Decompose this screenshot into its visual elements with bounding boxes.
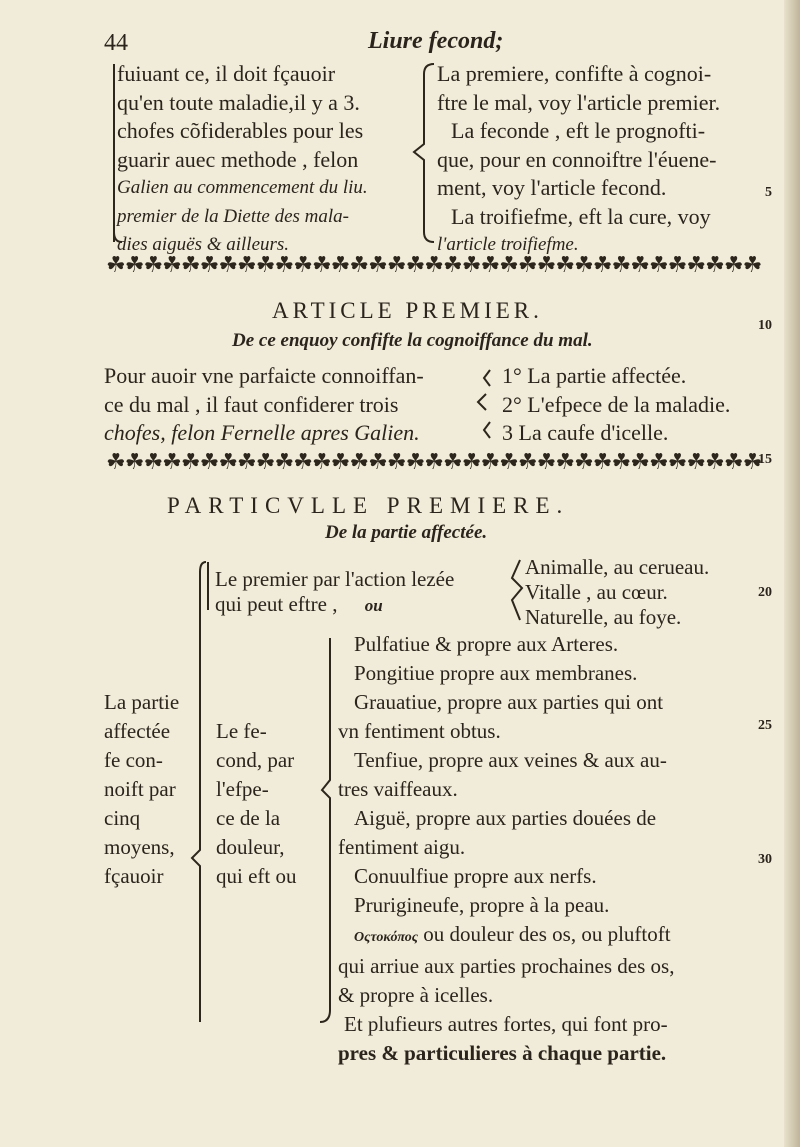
point-item: 2° L'efpece de la maladie. (502, 392, 731, 417)
text-line: La partie (104, 690, 180, 714)
text-line: Conuulfiue propre aux nerfs. (354, 864, 597, 888)
ornament-band: ☘☘☘☘☘☘☘☘☘☘☘☘☘☘☘☘☘☘☘☘☘☘☘☘☘☘☘☘☘☘☘☘☘☘☘ (106, 449, 762, 474)
intro-right-brace (414, 64, 434, 242)
means-outer-brace (192, 562, 206, 1022)
text-line: La premiere, confifte à cognoi- (437, 61, 712, 86)
text-line: Prurigineufe, propre à la peau. (354, 893, 610, 917)
running-title: Liure fecond; (368, 28, 504, 54)
text-line: Et plufieurs autres fortes, qui font pro- (344, 1012, 668, 1036)
paragraph-line: chofes, felon Fernelle apres Galien. (104, 420, 420, 445)
text-line: Naturelle, au foye. (525, 605, 682, 629)
margin-number: 15 (758, 452, 772, 467)
text-line: qu'en toute maladie,il y a 3. (117, 89, 360, 115)
text-line: Vitalle , au cœur. (525, 580, 668, 604)
article-title: ARTICLE PREMIER. (272, 298, 543, 323)
text-line: fuiuant ce, il doit fçauoir (117, 61, 336, 86)
text-line: affectée (104, 719, 171, 743)
faculties-list (525, 555, 709, 630)
text-line: fçauoir (104, 864, 164, 888)
text-line: La feconde , eft le prognofti- (451, 118, 706, 143)
text-line: pres & particulieres à chaque partie. (338, 1041, 667, 1065)
text-line: premier de la Diette des mala- (117, 205, 349, 227)
points-brace (478, 370, 490, 438)
margin-number: 10 (758, 318, 772, 333)
text-line: douleur, (216, 835, 285, 859)
text-line: ce de la (216, 806, 281, 830)
text-line: Pulfatiue & propre aux Arteres. (354, 632, 619, 656)
margin-number: 30 (758, 852, 772, 867)
text-line: moyens, (104, 835, 175, 859)
text-line: l'article troifiefme. (437, 234, 579, 255)
first-means (215, 567, 454, 618)
text-line: fentiment aigu. (338, 835, 466, 859)
point-item: 1° La partie affectée. (502, 363, 687, 388)
text-line: dies aiguës & ailleurs. (117, 234, 290, 255)
article-subtitle: De ce enquoy confifte la cognoiffance du mal. (232, 330, 593, 351)
intro-right-column (437, 60, 720, 260)
text-line: qui arriue aux parties prochaines des os, (338, 954, 675, 978)
text-line: ftre le mal, voy l'article premier. (437, 89, 721, 115)
pain-kind-brace (320, 638, 330, 1022)
text-line: qui eft ou (216, 864, 297, 888)
margin-number: 25 (758, 718, 772, 733)
text-line: La troifiefme, eft la cure, voy (451, 203, 711, 229)
text-line: l'efpe- (216, 777, 269, 801)
text-line: Le fe- (216, 719, 267, 743)
margin-number: 20 (758, 585, 772, 600)
text-line: qui peut eftre , (215, 592, 338, 616)
paragraph-line: ce du mal , il faut confiderer trois (104, 392, 399, 417)
text-line: Tenfiue, propre aux veines & aux au- (354, 748, 667, 772)
text-line: Pongitiue propre aux membranes. (354, 661, 638, 685)
text-line: Animalle, au cerueau. (525, 555, 710, 579)
page-number: 44 (104, 30, 128, 56)
point-item: 3 La caufe d'icelle. (502, 420, 669, 445)
text-line: Grauatiue, propre aux parties qui ont (354, 690, 664, 714)
paragraph-line: Pour auoir vne parfaicte connoiffan- (104, 363, 424, 388)
text-line: chofes cõfiderables pour les (117, 118, 364, 143)
greek-word: Οςτοκόπος (354, 930, 419, 945)
section-subtitle: De la partie affectée. (325, 522, 488, 543)
column-b (216, 717, 296, 891)
text-line: Aiguë, propre aux parties douées de (354, 806, 657, 830)
or-word: ou (364, 596, 383, 615)
column-a (104, 688, 179, 891)
text-line: cinq (104, 806, 141, 830)
text-line: noift par (104, 777, 176, 801)
text-line: ment, voy l'article fecond. (437, 175, 667, 200)
text-line: guarir auec methode , felon (117, 146, 359, 172)
faculties-brace (512, 560, 522, 620)
text-line: cond, par (216, 748, 295, 772)
margin-number: 5 (765, 185, 772, 200)
text-line: Galien au commencement du liu. (117, 177, 368, 198)
ornament-band: ☘☘☘☘☘☘☘☘☘☘☘☘☘☘☘☘☘☘☘☘☘☘☘☘☘☘☘☘☘☘☘☘☘☘☘ (106, 252, 762, 277)
text-line: vn fentiment obtus. (338, 719, 501, 743)
pain-kinds (338, 630, 674, 1068)
text-line: que, pour en connoiftre l'éuene- (437, 146, 717, 172)
text-line: ou douleur des os, ou pluftoft (423, 922, 671, 946)
section-title: PARTICVLLE PREMIERE. (167, 493, 570, 518)
text-line: fe con- (104, 748, 163, 772)
text-line: tres vaiffeaux. (338, 777, 458, 801)
text-line: & propre à icelles. (338, 983, 494, 1007)
intro-left-column (117, 60, 368, 260)
text-line: Le premier par l'action lezée (215, 567, 455, 591)
